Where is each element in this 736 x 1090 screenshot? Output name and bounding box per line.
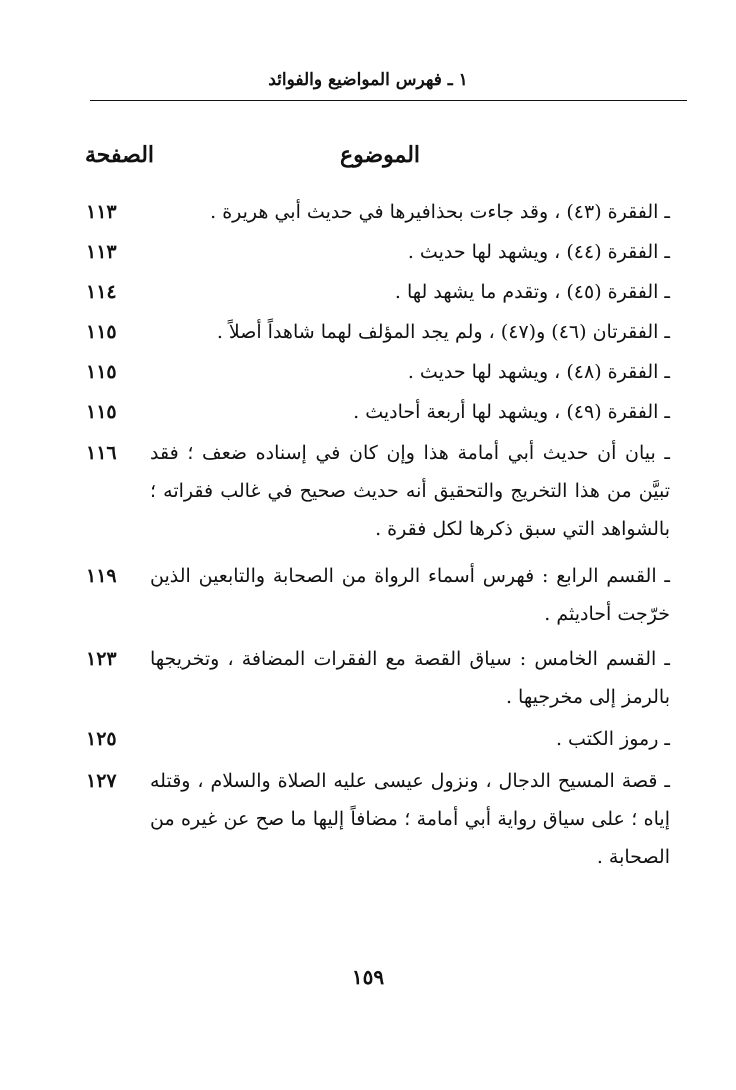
entry-text: ـ الفقرة (٤٣) ، وقد جاءت بحذافيرها في حديث أبي هريرة . (210, 201, 670, 223)
entry-page-number: ١٢٥ (86, 728, 117, 750)
entry-page-number: ١١٦ (86, 442, 117, 464)
entry-page-number: ١١٣ (86, 241, 117, 263)
running-header: ١ ـ فهرس المواضيع والفوائد (268, 70, 468, 90)
entry-text: ـ القسم الرابع : فهرس أسماء الرواة من الصحابة والتابعين الذين خرّجت أحاديثم . (150, 565, 670, 625)
entry-text: ـ الفقرتان (٤٦) و(٤٧) ، ولم يجد المؤلف لهما شاهداً أصلاً . (216, 321, 670, 343)
entry-text: ـ رموز الكتب . (555, 728, 670, 750)
entry-text: ـ الفقرة (٤٤) ، ويشهد لها حديث . (407, 241, 670, 263)
page-column-heading: الصفحة (85, 142, 155, 168)
entry-text: ـ الفقرة (٤٨) ، ويشهد لها حديث . (407, 361, 670, 383)
entry-page-number: ١٢٣ (86, 648, 117, 670)
entry-text: ـ الفقرة (٤٥) ، وتقدم ما يشهد لها . (394, 281, 670, 303)
entry-page-number: ١١٥ (86, 401, 117, 423)
page-number: ١٥٩ (351, 965, 385, 989)
entry-page-number: ١١٩ (86, 565, 117, 587)
entry-text: ـ قصة المسيح الدجال ، ونزول عيسى عليه الصلاة والسلام ، وقتله إياه ؛ على سياق رواية أبي أمامة ؛ مضافاً إليها ما صح عن غيره من الصحابة . (150, 770, 670, 868)
entry-page-number: ١١٥ (86, 321, 117, 343)
topic-column-heading: الموضوع (339, 142, 421, 168)
entry-page-number: ١١٥ (86, 361, 117, 383)
entry-text: ـ بيان أن حديث أبي أمامة هذا وإن كان في إسناده ضعف ؛ فقد تبيَّن من هذا التخريج والتحقيق أنه حديث صحيح في غالب فقراته ؛ بالشواهد التي سبق ذكرها لكل فقرة . (150, 442, 670, 540)
entry-page-number: ١٢٧ (86, 770, 117, 792)
entry-page-number: ١١٤ (86, 281, 117, 303)
entry-page-number: ١١٣ (86, 201, 117, 223)
entry-text: ـ الفقرة (٤٩) ، ويشهد لها أربعة أحاديث . (353, 401, 670, 423)
entry-text: ـ القسم الخامس : سياق القصة مع الفقرات المضافة ، وتخريجها بالرمز إلى مخرجيها . (150, 648, 670, 708)
